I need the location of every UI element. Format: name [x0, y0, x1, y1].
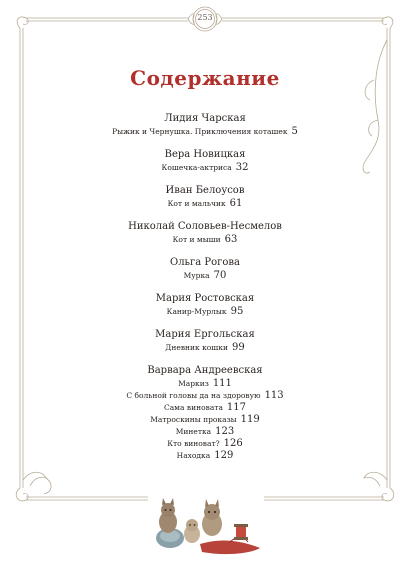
- page-ref: 5: [291, 126, 298, 137]
- page-ref: 129: [214, 450, 234, 461]
- toc-entry[interactable]: [40, 414, 370, 426]
- author-name: Мария Ростовская: [155, 293, 255, 304]
- toc-section: [40, 220, 370, 246]
- work-title: Кот и мыши: [172, 235, 221, 244]
- work-title: Минетка: [175, 427, 212, 436]
- toc-entry[interactable]: [40, 378, 370, 390]
- toc-entry[interactable]: [40, 438, 370, 450]
- toc-entry[interactable]: [40, 450, 370, 462]
- toc-section: [40, 292, 370, 318]
- work-title: Находка: [176, 451, 211, 460]
- work-title: Мурка: [183, 271, 210, 280]
- author-name: Вера Новицкая: [164, 149, 246, 160]
- page-number: 253: [197, 13, 213, 22]
- toc-section: [40, 148, 370, 174]
- page-title: Содержание: [130, 66, 280, 90]
- toc-entry[interactable]: [40, 426, 370, 438]
- toc-section: [40, 328, 370, 354]
- author-name: Иван Белоусов: [165, 185, 245, 196]
- work-title: Канир-Мурлык: [166, 307, 227, 316]
- work-title: Маркиз: [178, 379, 209, 388]
- page-ref: 117: [226, 402, 247, 413]
- work-title: Сама виновата: [163, 403, 223, 412]
- author-name: Варвара Андреевская: [147, 365, 263, 376]
- toc-entry[interactable]: [40, 390, 370, 402]
- kittens-illustration: [140, 488, 270, 558]
- author-name: Лидия Чарская: [164, 113, 246, 124]
- page-ref: 61: [229, 198, 243, 209]
- page-ref: 123: [215, 426, 235, 437]
- work-title: Дневник кошки: [165, 343, 228, 352]
- toc-entry[interactable]: [40, 402, 370, 414]
- work-title: Кто виноват?: [167, 439, 220, 448]
- work-title: Рыжик и Чернушка. Приключения коташек: [112, 127, 288, 136]
- toc-entry[interactable]: [40, 342, 370, 354]
- page-ref: 70: [213, 270, 227, 281]
- toc-entry[interactable]: [40, 306, 370, 318]
- work-title: С больной головы да на здоровую: [126, 391, 261, 400]
- toc-entry[interactable]: [40, 126, 370, 138]
- toc-entry[interactable]: [40, 162, 370, 174]
- page-ref: 99: [231, 342, 245, 353]
- page-ref: 111: [212, 378, 232, 389]
- author-name: Мария Ергольская: [155, 329, 255, 340]
- work-title: Кошечка-актриса: [161, 163, 232, 172]
- toc-entry[interactable]: [40, 234, 370, 246]
- page-ref: 113: [264, 390, 284, 401]
- work-title: Кот и мальчик: [167, 199, 226, 208]
- author-name: Николай Соловьев-Несмелов: [128, 221, 282, 232]
- page-ref: 95: [230, 306, 244, 317]
- toc-section: [40, 112, 370, 138]
- toc-entry[interactable]: [40, 270, 370, 282]
- toc-section: [40, 184, 370, 210]
- page-ref: 63: [224, 234, 238, 245]
- page-ref: 126: [223, 438, 243, 449]
- page-ref: 32: [235, 162, 249, 173]
- page-ref: 119: [240, 414, 260, 425]
- author-name: Ольга Рогова: [170, 257, 240, 268]
- table-of-contents: [40, 112, 370, 472]
- toc-section: [40, 364, 370, 462]
- toc-entry[interactable]: [40, 198, 370, 210]
- work-title: Матроскины проказы: [150, 415, 237, 424]
- toc-section: [40, 256, 370, 282]
